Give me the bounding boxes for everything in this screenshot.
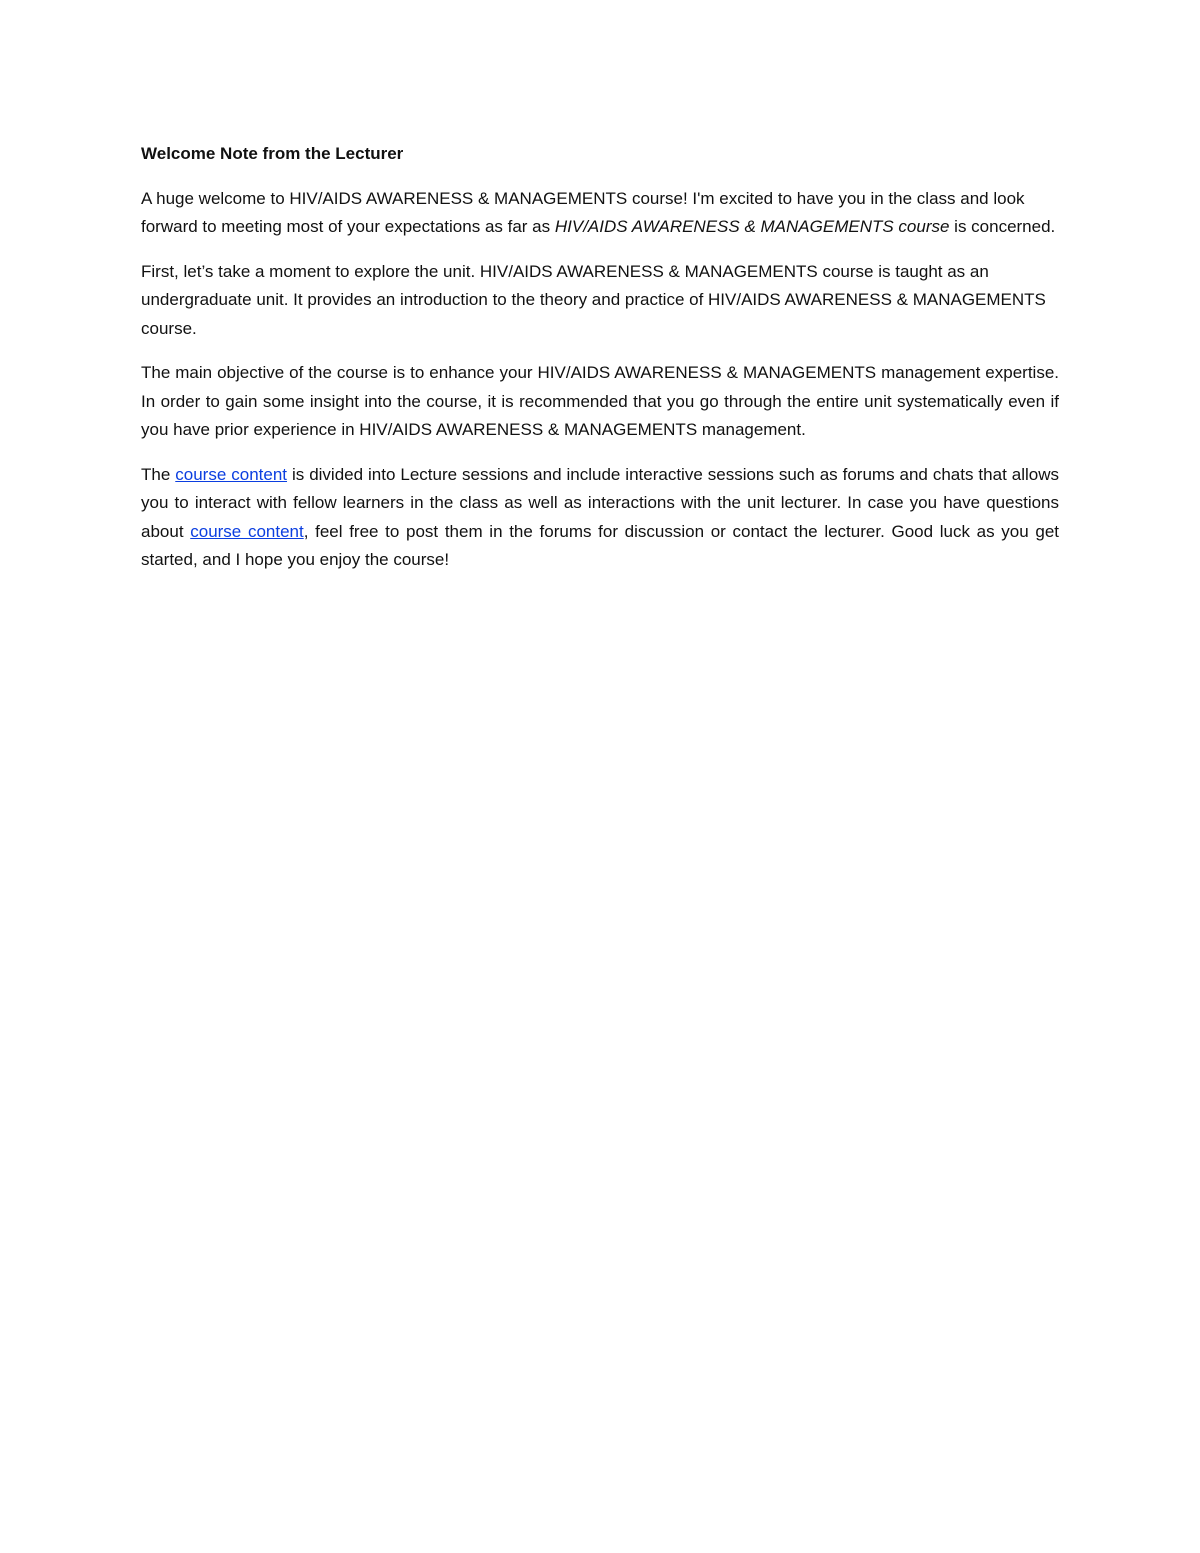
unit-overview-paragraph: First, let’s take a moment to explore the unit. HIV/AIDS AWARENESS & MANAGEMENTS course is taught as an undergraduate unit. It provides an introduction to the theory and practice of HIV/AIDS AWARENESS & MANAGEMENTS course. xyxy=(141,261,1046,338)
course-content-link-2[interactable]: course content xyxy=(190,521,304,541)
welcome-text-end: is concerned. xyxy=(949,217,1056,236)
page-title: Welcome Note from the Lecturer xyxy=(141,144,404,163)
document-body xyxy=(141,140,1059,591)
objective-paragraph: The main objective of the course is to enhance your HIV/AIDS AWARENESS & MANAGEMENTS management expertise. In order to gain some insight into the course, it is recommended that you go through the entire unit systematically even if you have prior experience in HIV/AIDS AWARENESS & MANAGEMENTS management. xyxy=(141,363,1059,439)
content-text-end: , feel free to post them in the forums for discussion or contact the lecturer. Good luck as you get started, and I hope you enjoy the course! xyxy=(141,521,1059,569)
course-content-paragraph xyxy=(141,461,1059,575)
welcome-text-start: A huge welcome to HIV/AIDS AWARENESS & MANAGEMENTS course! I'm excited to have you in the class and look forward to meeting most of your expectations as far as xyxy=(141,188,1025,236)
content-text-middle: is divided into Lecture sessions and include interactive sessions such as forums and chats that allows you to interact with fellow learners in the class as well as interactions with the unit lecturer. In case you have questions about xyxy=(141,464,1059,541)
welcome-course-name-italic: HIV/AIDS AWARENESS & MANAGEMENTS course xyxy=(554,217,950,236)
course-content-link-1[interactable]: course content xyxy=(175,464,288,484)
welcome-paragraph xyxy=(141,185,1059,242)
content-text-start: The xyxy=(141,464,176,484)
